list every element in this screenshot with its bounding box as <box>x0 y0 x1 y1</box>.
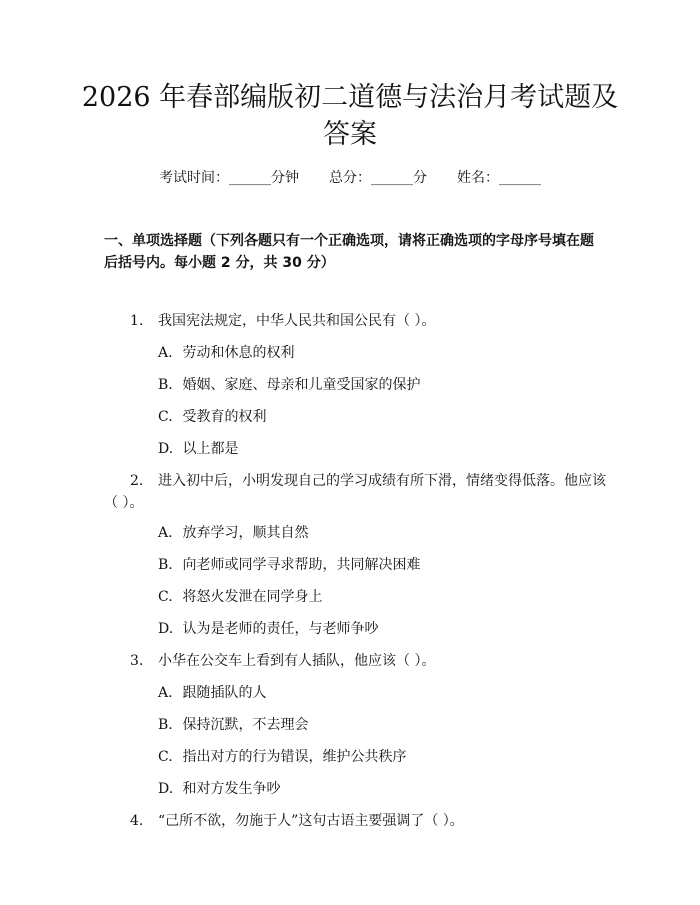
option-text: 将怒火发泄在同学身上 <box>182 589 323 605</box>
option-letter: B. <box>158 557 173 573</box>
option-text: 婚姻、家庭、母亲和儿童受国家的保护 <box>182 377 421 393</box>
option-b <box>158 714 308 736</box>
option-letter: D. <box>158 621 174 637</box>
question-number: 1. <box>130 313 144 329</box>
question-text: 我国宪法规定，中华人民共和国公民有（ ）。 <box>158 313 436 329</box>
option-d <box>158 618 378 640</box>
option-a <box>158 522 308 544</box>
question-number: 2. <box>130 473 144 489</box>
option-letter: C. <box>158 749 173 765</box>
option-text: 受教育的权利 <box>182 409 267 425</box>
option-text: 认为是老师的责任，与老师争吵 <box>182 621 379 637</box>
exam-info <box>0 168 700 188</box>
name-field: 姓名：______ <box>457 170 541 186</box>
question-text: “己所不欲，勿施于人”这句古语主要强调了（ ）。 <box>158 813 464 829</box>
option-text: 放弃学习，顺其自然 <box>182 525 309 541</box>
option-d <box>158 438 238 460</box>
exam-time-field: 考试时间：______分钟 <box>159 170 299 186</box>
option-letter: A. <box>158 525 173 541</box>
question-number: 4. <box>130 813 144 829</box>
option-a <box>158 682 266 704</box>
total-score-field: 总分：______分 <box>329 170 427 186</box>
question-number: 3. <box>130 653 144 669</box>
option-letter: A. <box>158 345 173 361</box>
option-letter: A. <box>158 685 173 701</box>
option-b <box>158 374 420 396</box>
option-c <box>158 406 266 428</box>
option-letter: C. <box>158 589 173 605</box>
question-text: 进入初中后，小明发现自己的学习成绩有所下滑，情绪变得低落。他应该 <box>158 473 606 489</box>
option-text: 向老师或同学寻求帮助，共同解决困难 <box>182 557 421 573</box>
question-text: 小华在公交车上看到有人插队，他应该（ ）。 <box>158 653 436 669</box>
option-text: 和对方发生争吵 <box>182 781 281 797</box>
option-b <box>158 554 420 576</box>
page-title-line-1: 2026 年春部编版初二道德与法治月考试题及 <box>81 82 619 113</box>
section-heading-line-2: 后括号内。每小题 2 分，共 30 分） <box>104 255 335 271</box>
option-d <box>158 778 280 800</box>
option-text: 保持沉默，不去理会 <box>182 717 309 733</box>
option-text: 劳动和休息的权利 <box>182 345 295 361</box>
option-letter: B. <box>158 717 173 733</box>
section-heading-line-1: 一、单项选择题（下列各题只有一个正确选项，请将正确选项的字母序号填在题 <box>104 233 594 249</box>
option-letter: D. <box>158 441 174 457</box>
option-a <box>158 342 294 364</box>
option-letter: B. <box>158 377 173 393</box>
option-letter: C. <box>158 409 173 425</box>
page-title-line-2: 答案 <box>323 119 377 150</box>
option-text: 以上都是 <box>182 441 239 457</box>
question-text-continued: （ ）。 <box>104 495 144 511</box>
option-text: 跟随插队的人 <box>182 685 267 701</box>
option-c <box>158 746 406 768</box>
option-text: 指出对方的行为错误，维护公共秩序 <box>182 749 407 765</box>
option-c <box>158 586 322 608</box>
option-letter: D. <box>158 781 174 797</box>
